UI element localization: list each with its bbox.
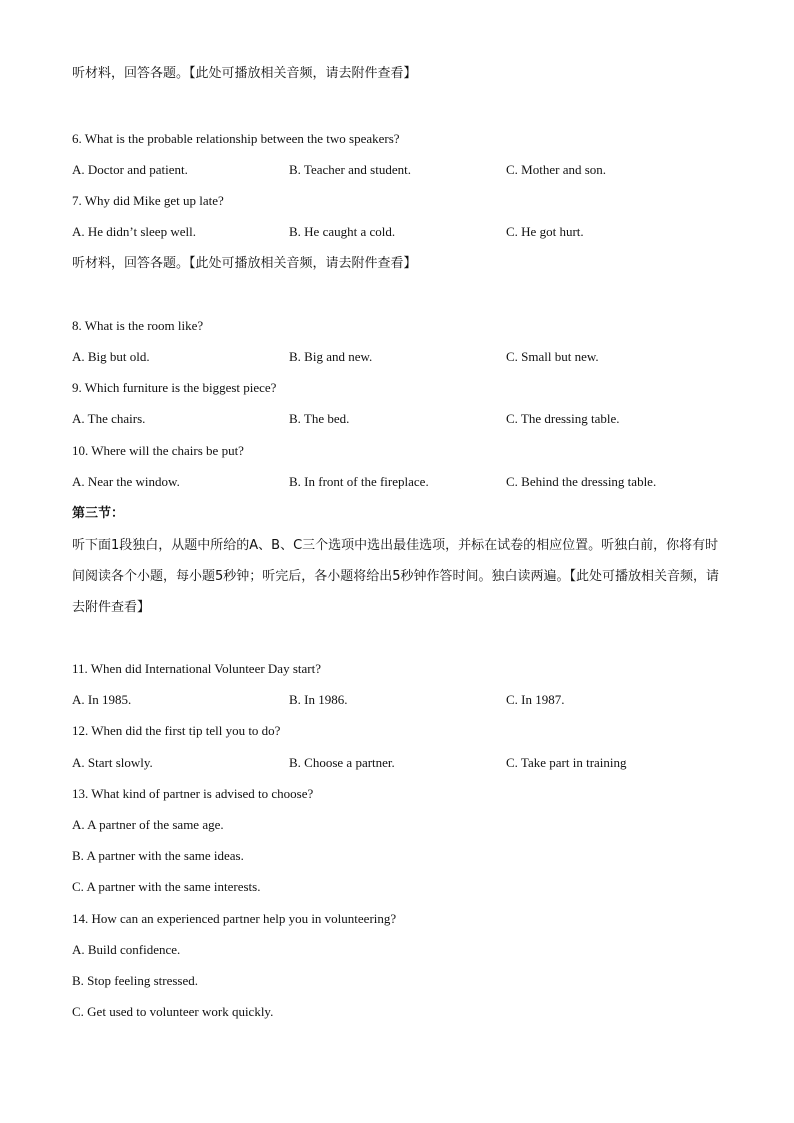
option-c[interactable]: C. He got hurt. [506,224,584,239]
option-b[interactable]: B. Teacher and student. [289,162,411,177]
section-heading: 第三节： [72,506,125,521]
option-a[interactable]: A. Start slowly. [72,755,153,770]
option-a[interactable]: A. Near the window. [72,474,180,489]
option-c[interactable]: C. The dressing table. [506,411,620,426]
section-instructions: 听下面1段独白，从题中所给的A、B、C三个选项中选出最佳选项，并标在试卷的相应位置。听独白前，你将有时间阅读各个小题，每小题5秒钟；听完后，各小题将给出5秒钟作答时间。独白读两遍。【此处可播放相关音频，请去附件查看】 [72,538,720,615]
option-b[interactable]: B. Big and new. [289,349,373,364]
option-a[interactable]: A. In 1985. [72,692,132,707]
option-b[interactable]: B. In front of the fireplace. [289,474,429,489]
option-b[interactable]: B. A partner with the same ideas. [72,848,244,863]
option-a[interactable]: A. Big but old. [72,349,150,364]
answer-options [72,162,752,178]
option-c[interactable]: C. Small but new. [506,349,599,364]
option-a[interactable]: A. The chairs. [72,411,146,426]
answer-options [72,692,752,708]
option-b[interactable]: B. Choose a partner. [289,755,395,770]
answer-options [72,224,752,240]
audio-note: 听材料，回答各题。【此处可播放相关音频，请去附件查看】 [72,256,417,271]
answer-options [72,474,752,490]
option-a[interactable]: A. He didn’t sleep well. [72,224,196,239]
option-b[interactable]: B. He caught a cold. [289,224,396,239]
question-text: 14. How can an experienced partner help you in volunteering? [72,911,397,926]
option-c[interactable]: C. A partner with the same interests. [72,879,261,894]
question-text: 9. Which furniture is the biggest piece? [72,380,277,395]
answer-options [72,755,752,771]
question-text: 6. What is the probable relationship between the two speakers? [72,131,400,146]
option-b[interactable]: B. Stop feeling stressed. [72,973,199,988]
question-text: 11. When did International Volunteer Day start? [72,661,321,676]
question-text: 10. Where will the chairs be put? [72,443,244,458]
option-b[interactable]: B. In 1986. [289,692,348,707]
option-c[interactable]: C. Mother and son. [506,162,607,177]
question-text: 13. What kind of partner is advised to choose? [72,786,314,801]
answer-options [72,411,752,427]
option-a[interactable]: A. Build confidence. [72,942,181,957]
option-c[interactable]: C. Take part in training [506,755,627,770]
question-text: 7. Why did Mike get up late? [72,193,224,208]
option-b[interactable]: B. The bed. [289,411,350,426]
question-text: 12. When did the first tip tell you to do? [72,723,281,738]
option-a[interactable]: A. A partner of the same age. [72,817,224,832]
question-text: 8. What is the room like? [72,318,204,333]
option-c[interactable]: C. In 1987. [506,692,565,707]
option-c[interactable]: C. Get used to volunteer work quickly. [72,1004,274,1019]
option-c[interactable]: C. Behind the dressing table. [506,474,657,489]
answer-options [72,349,752,365]
option-a[interactable]: A. Doctor and patient. [72,162,188,177]
audio-note: 听材料，回答各题。【此处可播放相关音频，请去附件查看】 [72,66,417,81]
